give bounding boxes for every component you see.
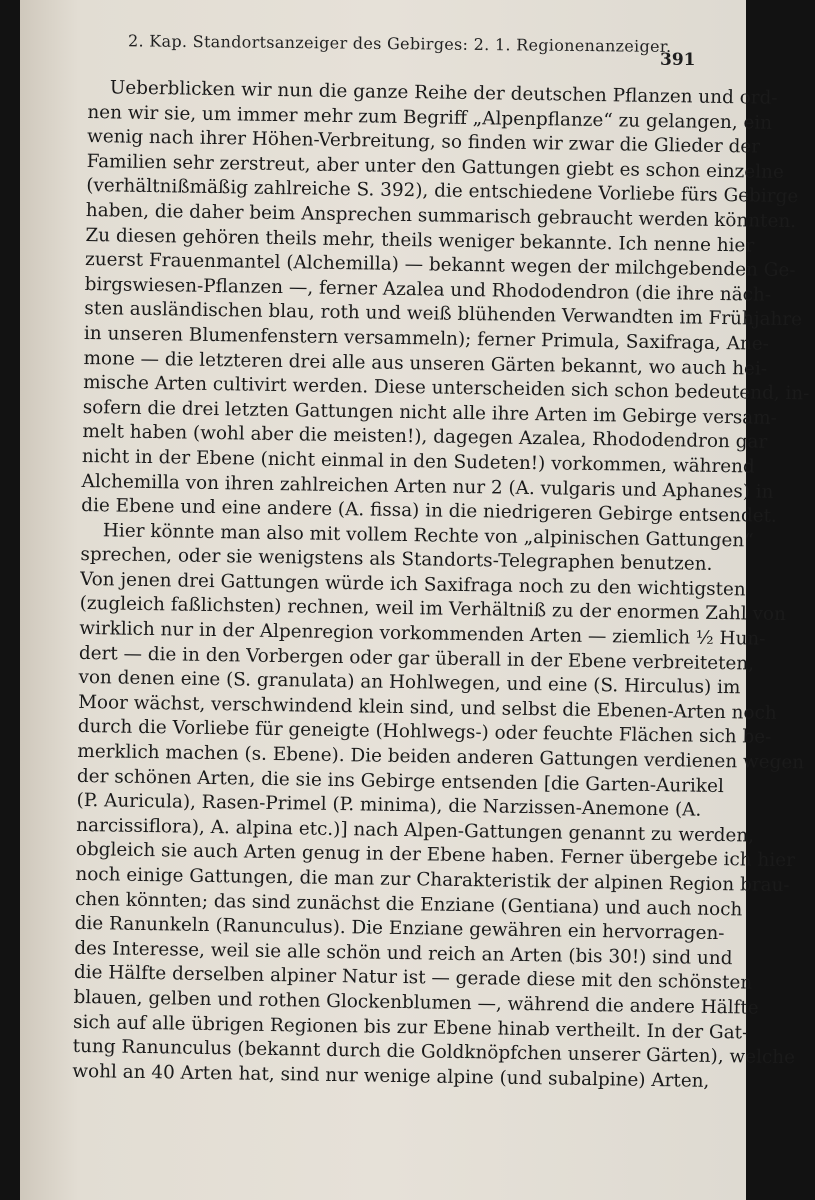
text-line: chen könnten; das sind zunächst die Enziane (Gentiana) und auch noch xyxy=(74,888,743,920)
text-line: mone — die letzteren drei alle aus unseren Gärten bekannt, wo auch hei- xyxy=(83,347,768,380)
text-line: von denen eine (S. granulata) an Hohlwegen, und eine (S. Hirculus) im xyxy=(78,667,741,699)
text-line: nen wir sie, um immer mehr zum Begriff „Alpenpflanze“ zu gelangen, ein xyxy=(87,101,773,134)
text-line: Ueberblicken wir nun die ganze Reihe der deutschen Pflanzen und ord- xyxy=(109,77,778,109)
text-line: nicht in der Ebene (nicht einmal in den Sudeten!) vorkommen, während xyxy=(81,445,755,478)
text-line: blauen, gelben und rothen Glockenblumen —, während die andere Hälfte xyxy=(73,986,759,1019)
body-text xyxy=(72,76,810,1094)
text-line: mische Arten cultivirt werden. Diese unterscheiden sich schon bedeutend, in- xyxy=(83,372,810,405)
text-line: (verhältnißmäßig zahlreiche S. 392), die entschiedene Vorliebe fürs Gebirge xyxy=(86,175,799,208)
text-line: sprechen, oder sie wenigstens als Standorts-Telegraphen benutzen. xyxy=(80,544,713,576)
running-header: 2. Kap. Standortsanzeiger des Gebirges: 2. 1. Regionenanzeiger. xyxy=(127,31,672,56)
text-line: sten ausländischen blau, roth und weiß blühenden Verwandten im Frühjahre xyxy=(84,298,803,331)
text-line: narcissiflora), A. alpina etc.)] nach Alpen-Gattungen genannt zu werden, xyxy=(76,814,755,847)
text-line: haben, die daher beim Ansprechen summarisch gebraucht werden könnten. xyxy=(85,199,797,233)
book-page xyxy=(20,0,810,1200)
text-line: in unseren Blumenfenstern versammeln); ferner Primula, Saxifraga, Ane- xyxy=(83,322,770,355)
text-line: zuerst Frauenmantel (Alchemilla) — bekannt wegen der milchgebenden Ge- xyxy=(84,249,796,282)
text-line: (P. Auricula), Rasen-Primel (P. minima), die Narzissen-Anemone (A. xyxy=(76,790,702,821)
text-line: obgleich sie auch Arten genug in der Ebene haben. Ferner übergebe ich hier xyxy=(75,839,796,872)
text-line: dert — die in den Vorbergen oder gar überall in der Ebene verbreiteten, xyxy=(78,642,755,675)
text-line: melt haben (wohl aber die meisten!), dagegen Azalea, Rhododendron gar xyxy=(82,421,768,454)
text-line: wohl an 40 Arten hat, sind nur wenige alpine (und subalpine) Arten, xyxy=(72,1060,710,1092)
text-line: (zugleich faßlichsten) rechnen, weil im Verhältniß zu der enormen Zahl von xyxy=(79,593,787,626)
text-line: die Ranunkeln (Ranunculus). Die Enziane gewähren ein hervorragen- xyxy=(74,913,725,945)
text-line: tung Ranunculus (bekannt durch die Goldknöpfchen unserer Gärten), welche xyxy=(72,1036,796,1069)
text-line: wirklich nur in der Alpenregion vorkommenden Arten — ziemlich ½ Hun- xyxy=(79,617,766,650)
text-line: sich auf alle übrigen Regionen bis zur Ebene hinab vertheilt. In der Gat- xyxy=(72,1011,749,1044)
text-line: birgswiesen-Pflanzen —, ferner Azalea und Rhododendron (die ihre näch- xyxy=(84,273,772,306)
text-line: die Ebene und eine andere (A. fissa) in die niedrigeren Gebirge entsendet. xyxy=(81,495,778,527)
text-line: des Interesse, weil sie alle schön und reich an Arten (bis 30!) sind und xyxy=(74,937,733,970)
text-line: Zu diesen gehören theils mehr, theils weniger bekannte. Ich nenne hier xyxy=(85,224,755,257)
text-line: wenig nach ihrer Höhen-Verbreitung, so finden wir zwar die Glieder der xyxy=(86,126,761,158)
text-line: Alchemilla von ihren zahlreichen Arten nur 2 (A. vulgaris und Aphanes) in xyxy=(81,470,774,503)
text-line: Familien sehr zerstreut, aber unter den Gattungen giebt es schon einzelne xyxy=(86,150,785,183)
text-line: noch einige Gattungen, die man zur Charakteristik der alpinen Region brau- xyxy=(75,863,790,897)
text-line: Von jenen drei Gattungen würde ich Saxifraga noch zu den wichtigsten xyxy=(79,568,746,601)
text-line: der schönen Arten, die sie ins Gebirge entsenden [die Garten-Aurikel xyxy=(76,765,724,797)
text-line: durch die Vorliebe für geneigte (Hohlwegs-) oder feuchte Flächen sich be- xyxy=(77,716,772,749)
text-line: sofern die drei letzten Gattungen nicht alle ihre Arten im Gebirge versam- xyxy=(82,396,778,429)
page-number: 391 xyxy=(660,50,696,70)
text-line: Moor wächst, verschwindend klein sind, und selbst die Ebenen-Arten noch xyxy=(77,691,777,724)
text-line: Hier könnte man also mit vollem Rechte von „alpinischen Gattungen“ xyxy=(102,519,754,552)
text-line: die Hälfte derselben alpiner Natur ist — gerade diese mit den schönsten xyxy=(73,962,753,994)
text-line: merklich machen (s. Ebene). Die beiden anderen Gattungen verdienen wegen xyxy=(77,740,805,774)
